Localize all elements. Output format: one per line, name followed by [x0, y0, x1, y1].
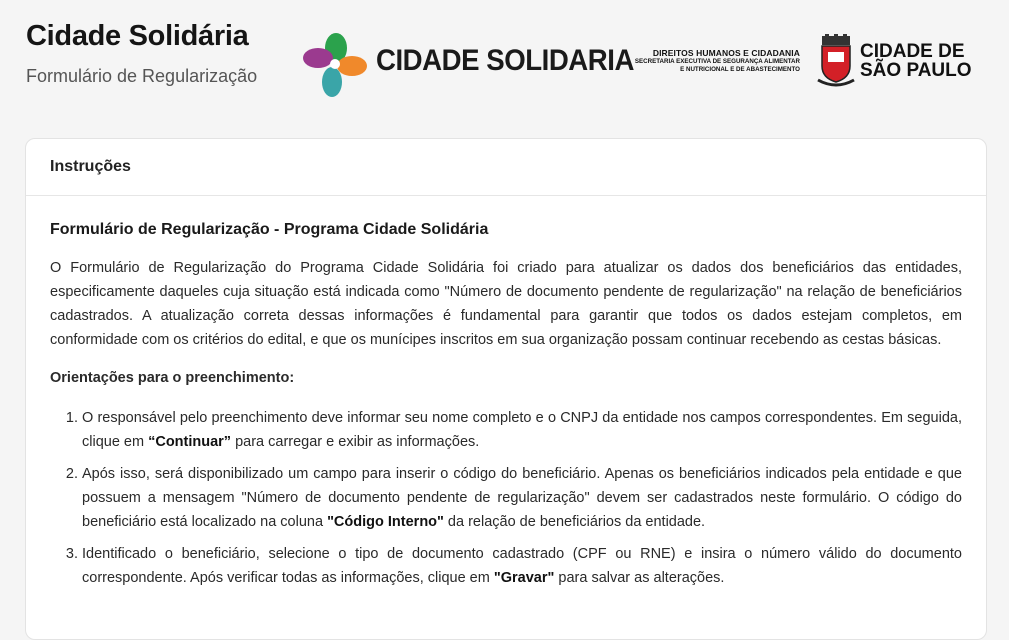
step-text: Identificado o beneficiário, selecione o tipo de documento cadastrado (CPF ou RNE) e insira o número válido do documento correspondente. Após verificar todas as informações, clique em — [82, 546, 962, 586]
instruction-step — [82, 542, 962, 590]
sao-paulo-wordmark — [860, 42, 972, 80]
cidade-solidaria-logo — [302, 30, 634, 98]
instructions-list — [50, 406, 962, 590]
intro-paragraph: O Formulário de Regularização do Programa Cidade Solidária foi criado para atualizar os dados dos beneficiários das entidades, especificamente daqueles cuja situação está indicada como "Número de documento pendente de regularização" na relação de beneficiários cadastrados. A atualização correta dessas informações é fundamental para garantir que todos os dados estejam completos, em conformidade com os critérios do edital, e que os munícipes inscritos em sua organização possam continuar recebendo as cestas básicas. — [50, 260, 962, 348]
sp-line-1: CIDADE DE — [860, 41, 965, 62]
step-text: para salvar as alterações. — [554, 570, 725, 586]
step-emphasis: “Continuar” — [148, 434, 232, 450]
instructions-card — [25, 138, 987, 640]
instruction-step — [82, 462, 962, 534]
step-text: da relação de beneficiários da entidade. — [443, 514, 706, 530]
card-header-title: Instruções — [26, 139, 986, 196]
page-title: Cidade Solidária — [26, 20, 249, 52]
page-subtitle: Formulário de Regularização — [26, 66, 258, 86]
sao-paulo-coat-of-arms-icon — [816, 34, 856, 90]
step-emphasis: "Código Interno" — [327, 514, 444, 530]
card-body — [26, 196, 986, 590]
page-header — [0, 0, 1009, 120]
instruction-step — [82, 406, 962, 454]
step-text: O responsável pelo preenchimento deve informar seu nome completo e o CNPJ da entidade nos campos correspondentes. Em seguida, clique em — [82, 410, 962, 450]
hands-logo-icon — [302, 30, 370, 98]
step-emphasis: "Gravar" — [493, 570, 555, 586]
guide-title: Orientações para o preenchimento: — [50, 370, 295, 386]
sp-line-2: SÃO PAULO — [860, 60, 972, 81]
step-text: Após isso, será disponibilizado um campo para inserir o código do beneficiário. Apenas os beneficiários indicados pela entidade e que possuem a mensagem "Número de documento pendente de regularização" devem ser cadastrados neste formulário. O código do beneficiário está localizado na coluna — [82, 466, 962, 530]
form-title: Formulário de Regularização - Programa Cidade Solidária — [50, 221, 489, 238]
dh-line-3: E NUTRICIONAL E DE ABASTECIMENTO — [680, 66, 800, 73]
cidade-solidaria-wordmark: CIDADE SOLIDARIA — [376, 44, 634, 77]
dh-line-2: SECRETARIA EXECUTIVA DE SEGURANÇA ALIMENTAR — [634, 58, 800, 65]
direitos-humanos-logo — [600, 48, 800, 74]
dh-line-1: DIREITOS HUMANOS E CIDADANIA — [652, 48, 800, 58]
step-text: para carregar e exibir as informações. — [231, 434, 480, 450]
sao-paulo-logo — [814, 34, 994, 94]
